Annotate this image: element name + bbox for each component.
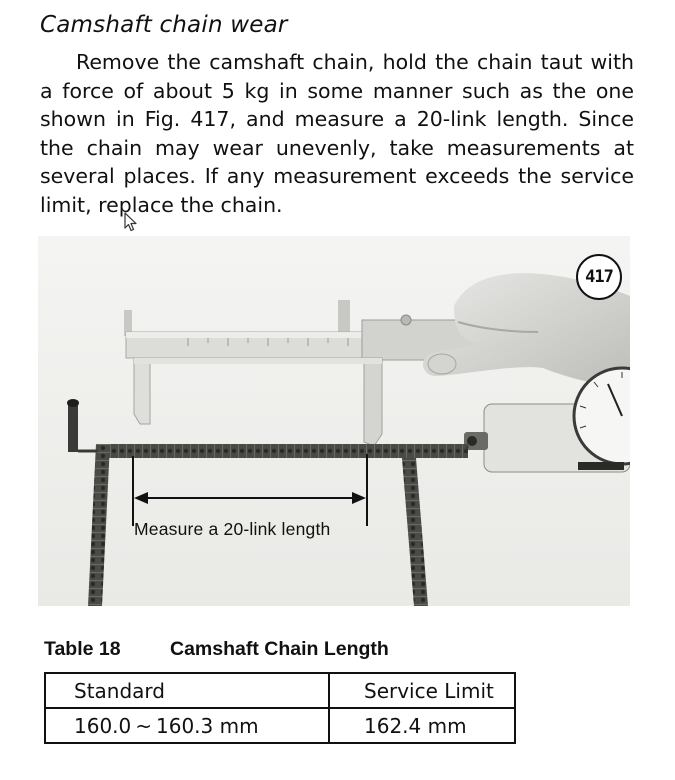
table-title: Camshaft Chain Length [170, 638, 389, 660]
figure-label: Measure a 20-link length [134, 519, 331, 539]
cell-standard-value: 160.0 ~ 160.3 mm [45, 708, 329, 743]
table-row [45, 708, 515, 743]
body-paragraph: Remove the camshaft chain, hold the chain taut with a force of about 5 kg in some manner such as the one shown in Fig. 417, and measure a 20-link length. Since the chain may wear unevenly, take measurements at several places. If any measurement exceeds the service limit, replace the chain. [40, 50, 634, 217]
figure-photo [38, 236, 630, 606]
table-number: Table 18 [44, 638, 121, 660]
section-title: Camshaft chain wear [40, 12, 288, 38]
header-service-limit: Service Limit [329, 673, 515, 708]
cell-service-limit-value: 162.4 mm [329, 708, 515, 743]
table-header-row [45, 673, 515, 708]
table-caption [44, 638, 389, 661]
header-standard: Standard [45, 673, 329, 708]
mouse-cursor-icon [124, 212, 138, 232]
chain-length-table [44, 672, 516, 744]
figure-number-badge: 417 [576, 254, 622, 300]
